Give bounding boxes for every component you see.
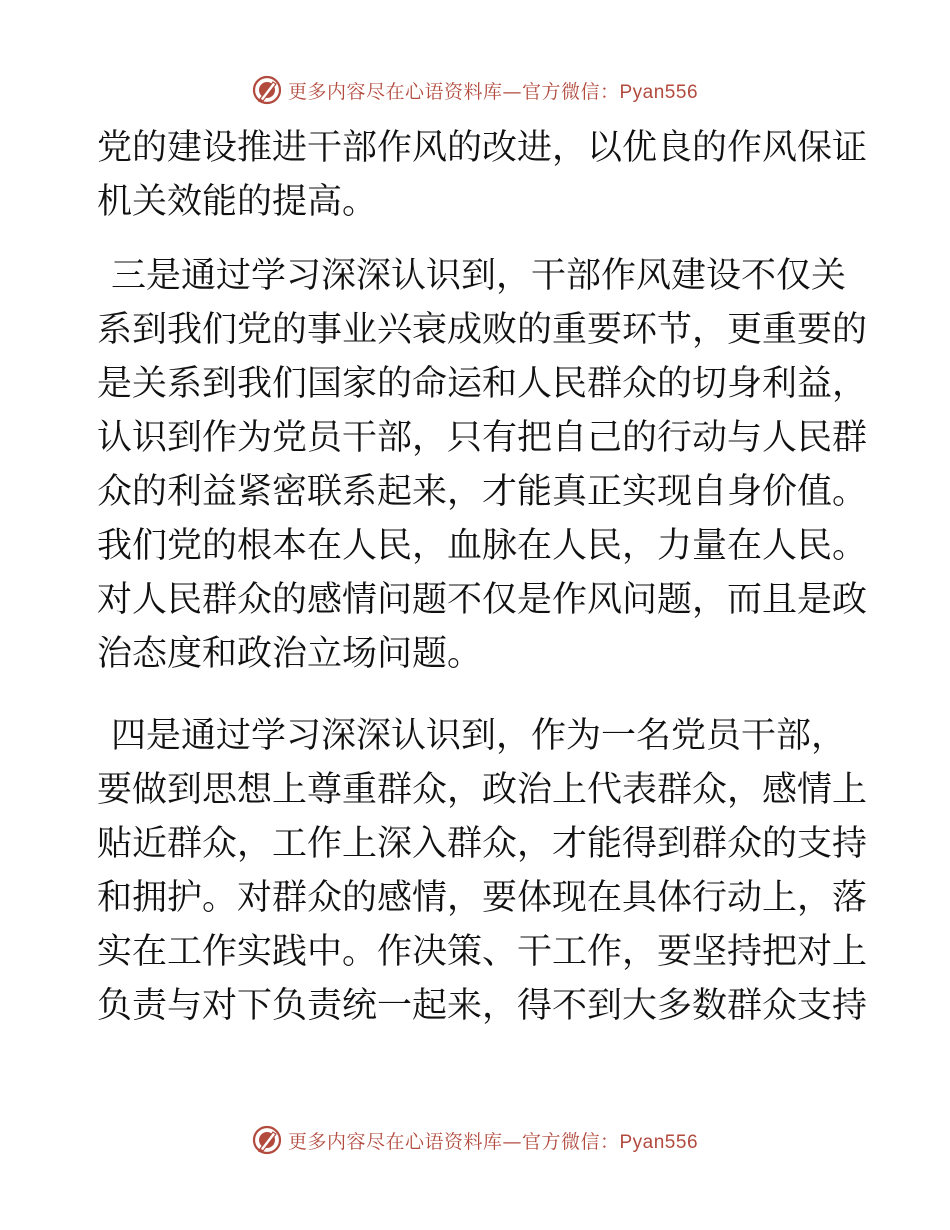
text-line: 众的利益紧密联系起来，才能真正实现自身价值。 <box>97 472 868 512</box>
header-banner-text: 更多内容尽在心语资料库—官方微信：Pyan556 <box>287 80 699 103</box>
document-body <box>97 121 868 1033</box>
text-line: 我们党的根本在人民，血脉在人民，力量在人民。 <box>97 526 868 566</box>
footer-banner <box>0 1120 950 1160</box>
paragraph-2 <box>97 249 868 681</box>
pen-logo-icon <box>252 1125 282 1155</box>
text-line: 系到我们党的事业兴衰成败的重要环节，更重要的 <box>97 310 868 350</box>
text-line: 实在工作实践中。作决策、干工作，要坚持把对上 <box>97 932 868 972</box>
text-line: 四是通过学习深深认识到，作为一名党员干部， <box>111 716 847 756</box>
text-line: 认识到作为党员干部，只有把自己的行动与人民群 <box>97 418 868 458</box>
pen-logo-icon <box>252 75 282 105</box>
header-banner <box>0 70 950 110</box>
text-line: 负责与对下负责统一起来，得不到大多数群众支持 <box>97 986 868 1026</box>
paragraph-1 <box>97 121 868 229</box>
paragraph-3 <box>97 709 868 1033</box>
text-line: 党的建设推进干部作风的改进，以优良的作风保证 <box>97 128 868 168</box>
text-line: 三是通过学习深深认识到，干部作风建设不仅关 <box>111 256 847 296</box>
footer-banner-text: 更多内容尽在心语资料库—官方微信：Pyan556 <box>287 1130 699 1153</box>
text-line: 和拥护。对群众的感情，要体现在具体行动上，落 <box>97 878 868 918</box>
text-line: 治态度和政治立场问题。 <box>97 634 483 674</box>
text-line: 是关系到我们国家的命运和人民群众的切身利益， <box>97 364 868 404</box>
text-line: 机关效能的提高。 <box>97 182 378 222</box>
text-line: 贴近群众，工作上深入群众，才能得到群众的支持 <box>97 824 868 864</box>
text-line: 对人民群众的感情问题不仅是作风问题，而且是政 <box>97 580 868 620</box>
text-line: 要做到思想上尊重群众，政治上代表群众，感情上 <box>97 770 868 810</box>
